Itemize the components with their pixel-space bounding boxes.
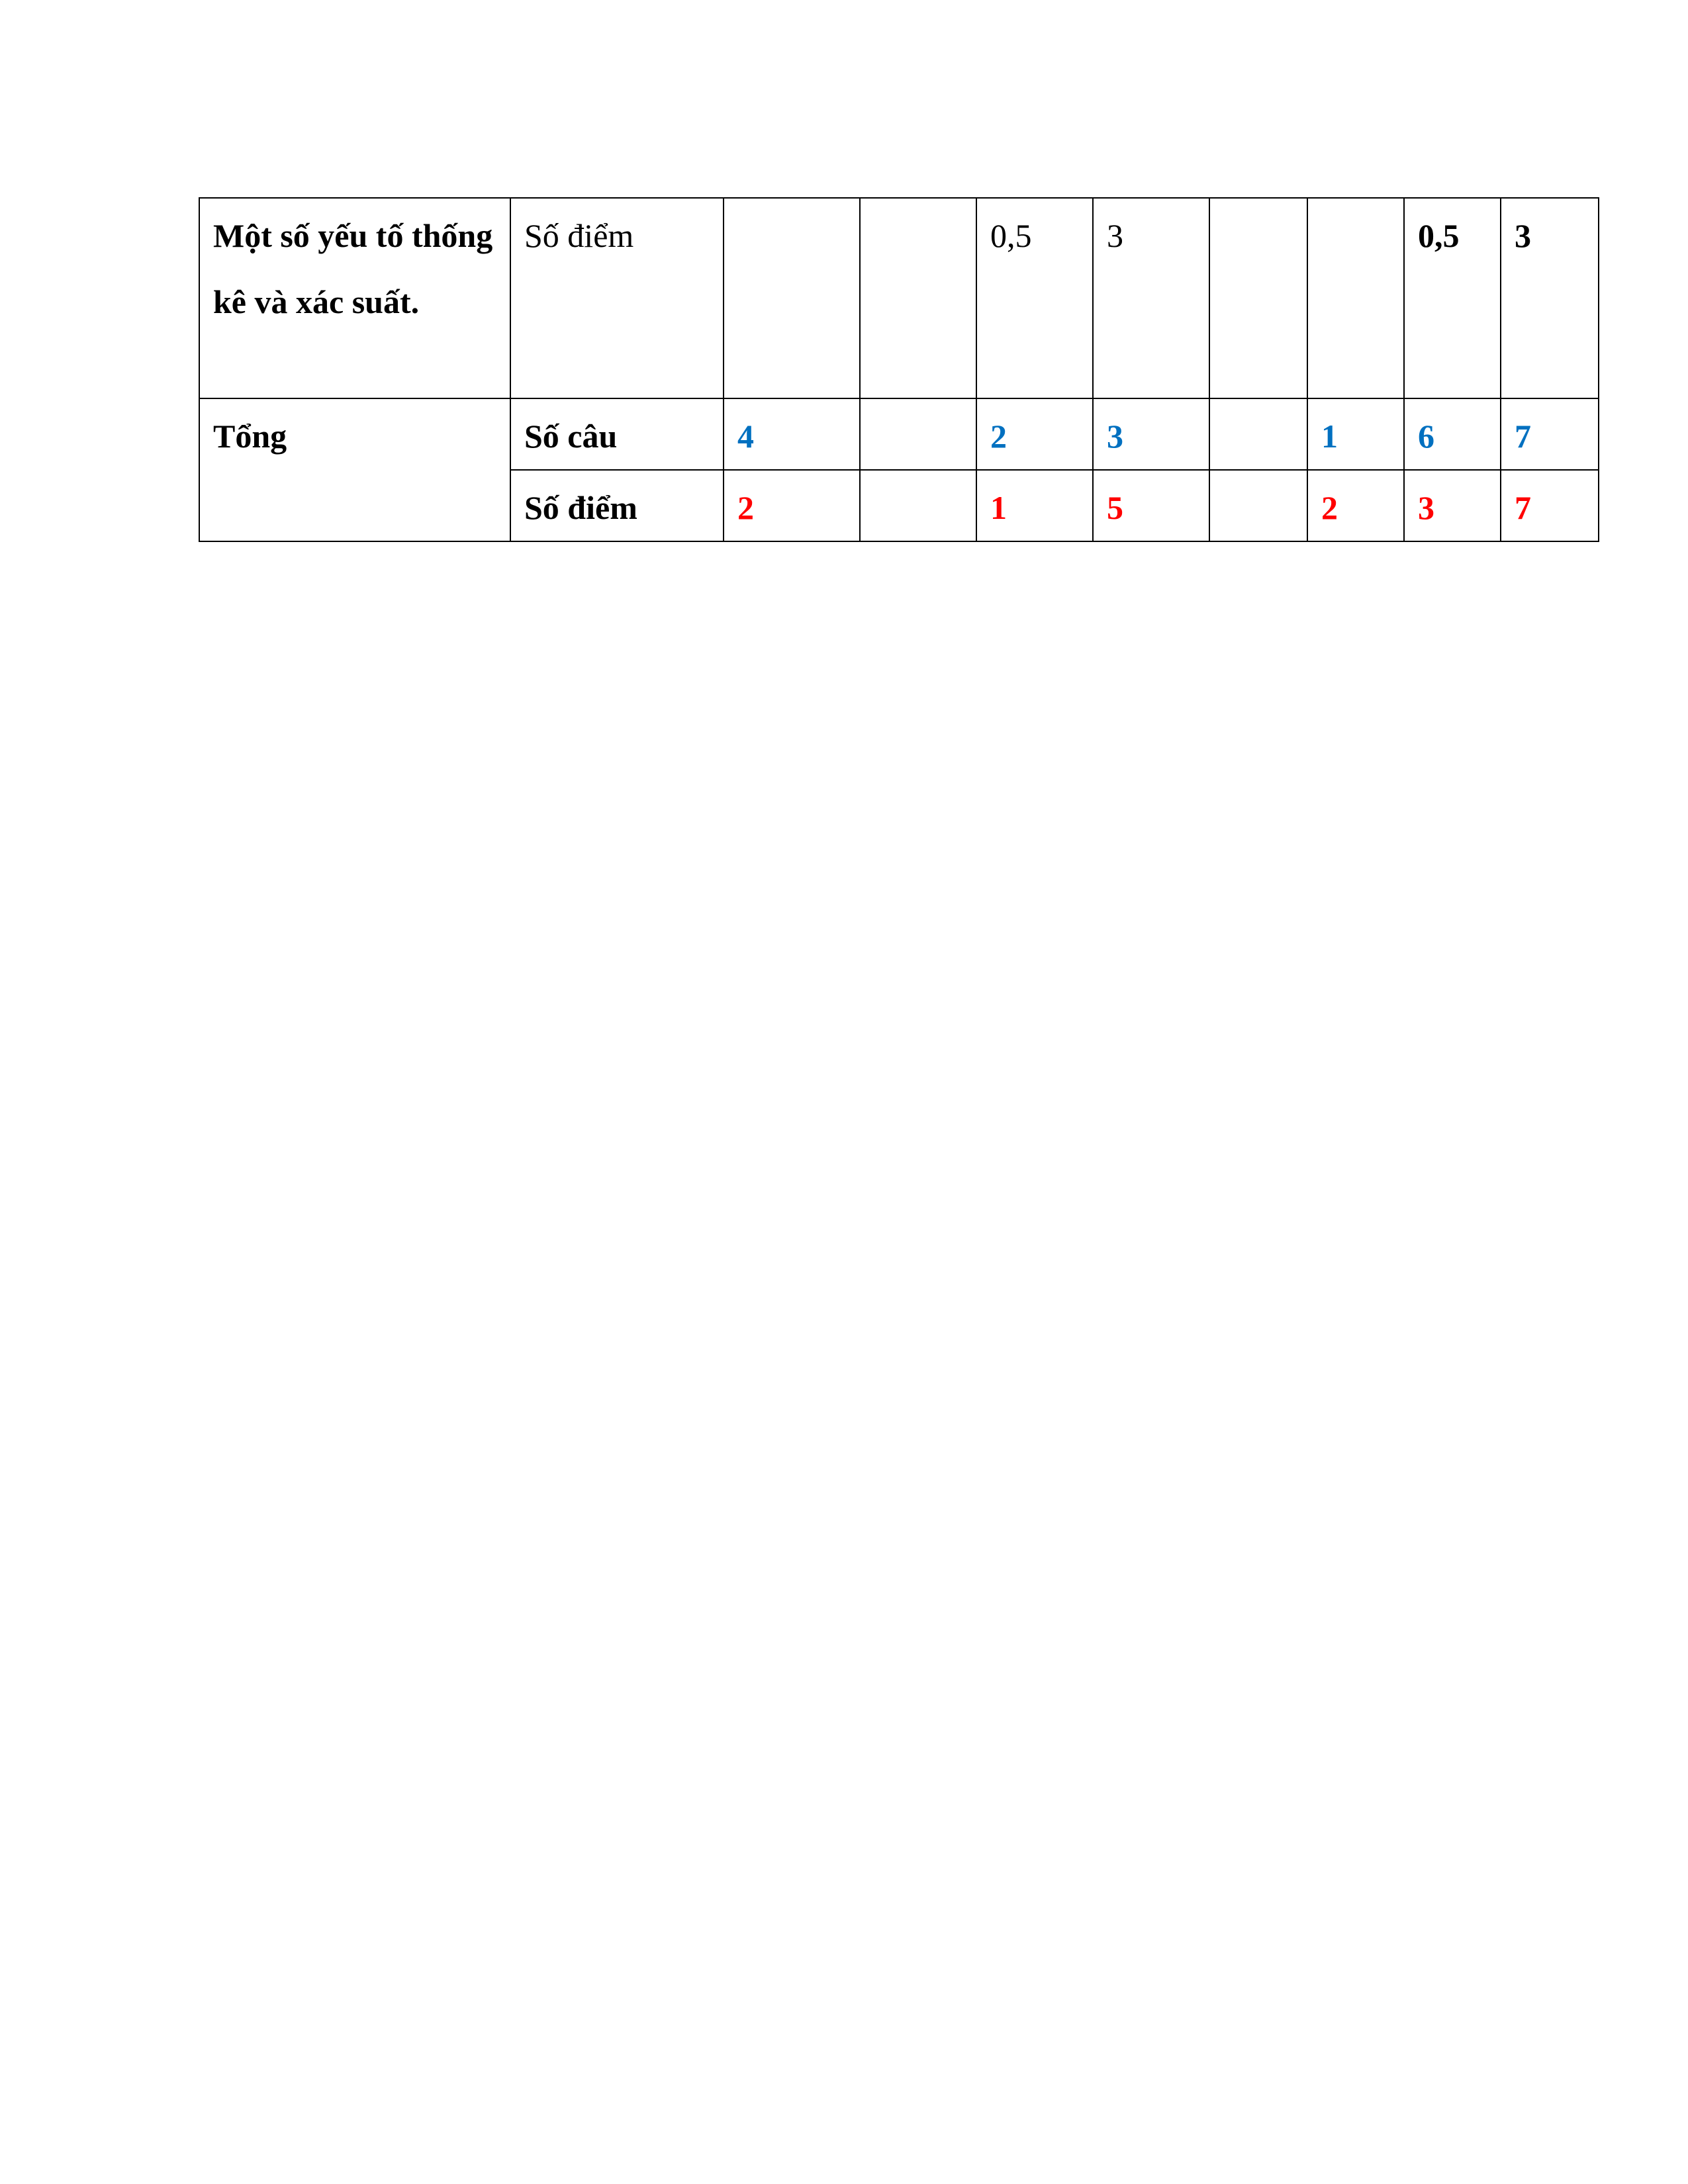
score-cell: [1209, 470, 1307, 541]
assessment-matrix-table: [199, 197, 1599, 542]
total-value-cell: 0,5: [1404, 198, 1501, 398]
value-cell: [724, 198, 860, 398]
count-cell: 2: [976, 398, 1093, 470]
measure-cell: Số điểm: [510, 198, 724, 398]
value-cell: [1307, 198, 1404, 398]
count-cell: [1209, 398, 1307, 470]
score-cell: 3: [1404, 470, 1501, 541]
score-cell: 5: [1093, 470, 1209, 541]
count-cell: [860, 398, 976, 470]
score-cell: 2: [724, 470, 860, 541]
score-cell: 1: [976, 470, 1093, 541]
topic-cell: Một số yếu tố thống kê và xác suất.: [199, 198, 510, 398]
count-cell: 6: [1404, 398, 1501, 470]
count-cell: 1: [1307, 398, 1404, 470]
value-cell: [1209, 198, 1307, 398]
table-row: [199, 398, 1599, 470]
total-label-cell: Tổng: [199, 398, 510, 541]
table-row: [199, 198, 1599, 398]
measure-cell: Số câu: [510, 398, 724, 470]
count-cell: 7: [1501, 398, 1599, 470]
total-value-cell: 3: [1501, 198, 1599, 398]
score-cell: 2: [1307, 470, 1404, 541]
score-cell: 7: [1501, 470, 1599, 541]
count-cell: 4: [724, 398, 860, 470]
value-cell: 0,5: [976, 198, 1093, 398]
count-cell: 3: [1093, 398, 1209, 470]
score-cell: [860, 470, 976, 541]
value-cell: 3: [1093, 198, 1209, 398]
measure-cell: Số điểm: [510, 470, 724, 541]
value-cell: [860, 198, 976, 398]
